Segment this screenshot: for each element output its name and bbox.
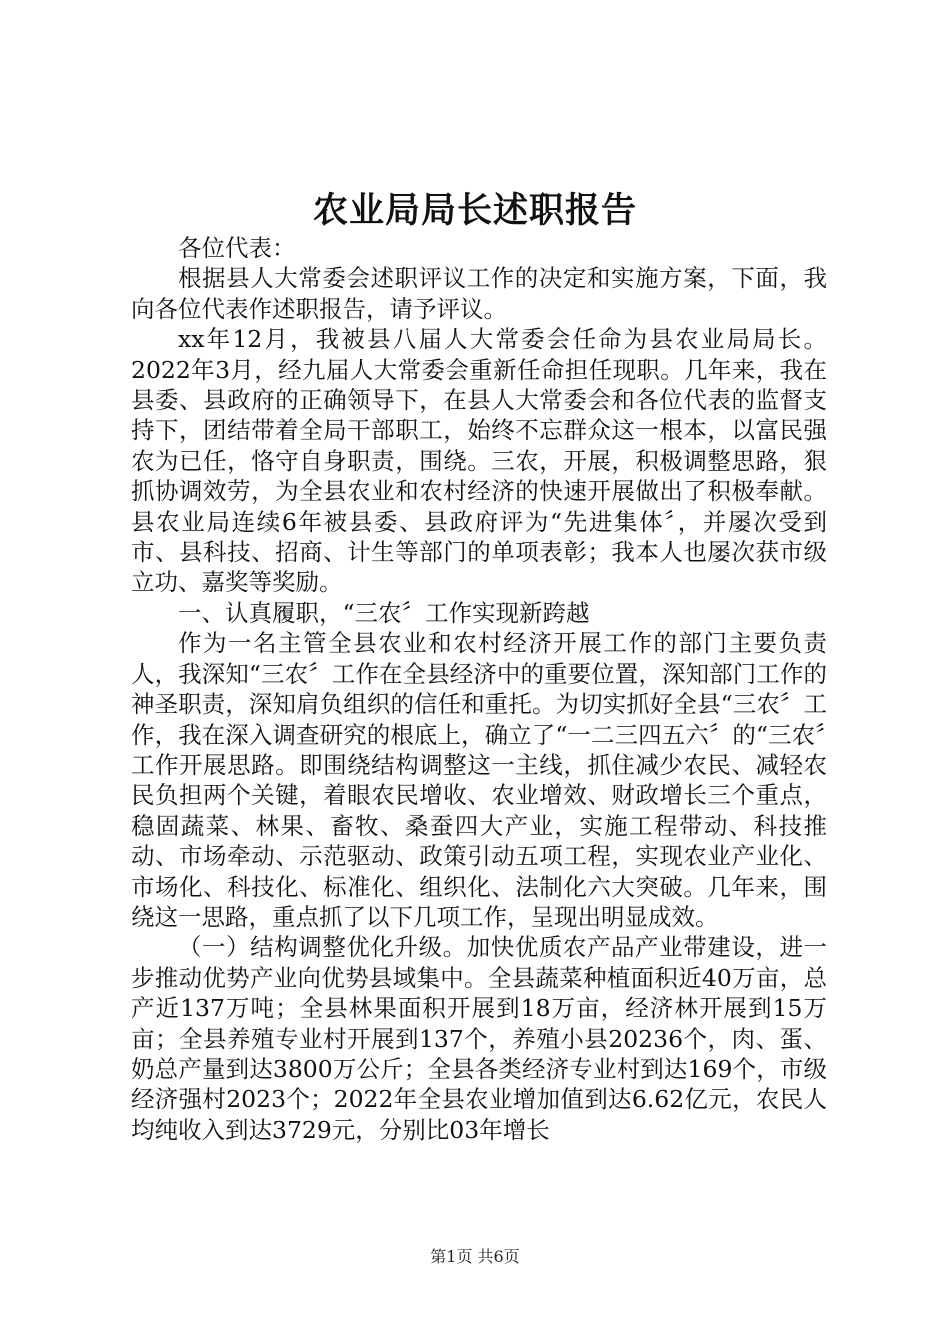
page-number-footer: 第1页 共6页 <box>430 1247 520 1266</box>
strategy-paragraph: 作为一名主管全县农业和农村经济开展工作的部门主要负责人，我深知“三农〞工作在全县经济中的重要位置，深知部门工作的神圣职责，深知肩负组织的信任和重托。为切实抓好全县“三农〞工作，我在深入调查研究的根底上，确立了“一二三四五六〞的“三农〞工作开展思路。即围绕结构调整这一主线，抓住减少农民、减轻农民负担两个关键，着眼农民增收、农业增效、财政增长三个重点，稳固蔬菜、林果、畜牧、桑蚕四大产业，实施工程带动、科技推动、市场牵动、示范驱动、政策引动五项工程，实现农业产业化、市场化、科技化、标准化、组织化、法制化六大突破。几年来，围绕这一思路，重点抓了以下几项工作，呈现出明显成效。 <box>131 629 827 931</box>
intro-paragraph: 根据县人大常委会述职评议工作的决定和实施方案，下面，我向各位代表作述职报告，请予评议。 <box>131 264 827 323</box>
structure-adjustment-paragraph: （一）结构调整优化升级。加快优质农产品产业带建设，进一步推动优势产业向优势县域集中。全县蔬菜种植面积近40万亩，总产近137万吨；全县林果面积开展到18万亩，经济林开展到15万亩；全县养殖专业村开展到137个，养殖小县20236个，肉、蛋、奶总产量到达3800万公斤；全县各类经济专业村到达169个，市级经济强村2023个；2022年全县农业增加值到达6.62亿元，农民人均纯收入到达3729元，分别比03年增长 <box>131 933 827 1144</box>
section-heading: 一、认真履职，“三农〞工作实现新跨越 <box>178 598 590 627</box>
background-paragraph: xx年12月，我被县八届人大常委会任命为县农业局局长。2022年3月，经九届人大常委会重新任命担任现职。几年来，我在县委、县政府的正确领导下，在县人大常委会和各位代表的监督支持下，团结带着全局干部职工，始终不忘群众这一根本，以富民强农为已任，恪守自身职责，围绕。三农，开展，积极调整思路，狠抓协调效劳，为全县农业和农村经济的快速开展做出了积极奉献。县农业局连续6年被县委、县政府评为“先进集体〞，并屡次受到市、县科技、招商、计生等部门的单项表彰；我本人也屡次获市级立功、嘉奖等奖励。 <box>131 325 827 597</box>
salutation-paragraph: 各位代表： <box>178 234 296 262</box>
document-title: 农业局局长述职报告 <box>312 190 637 231</box>
document-body <box>131 233 827 1145</box>
